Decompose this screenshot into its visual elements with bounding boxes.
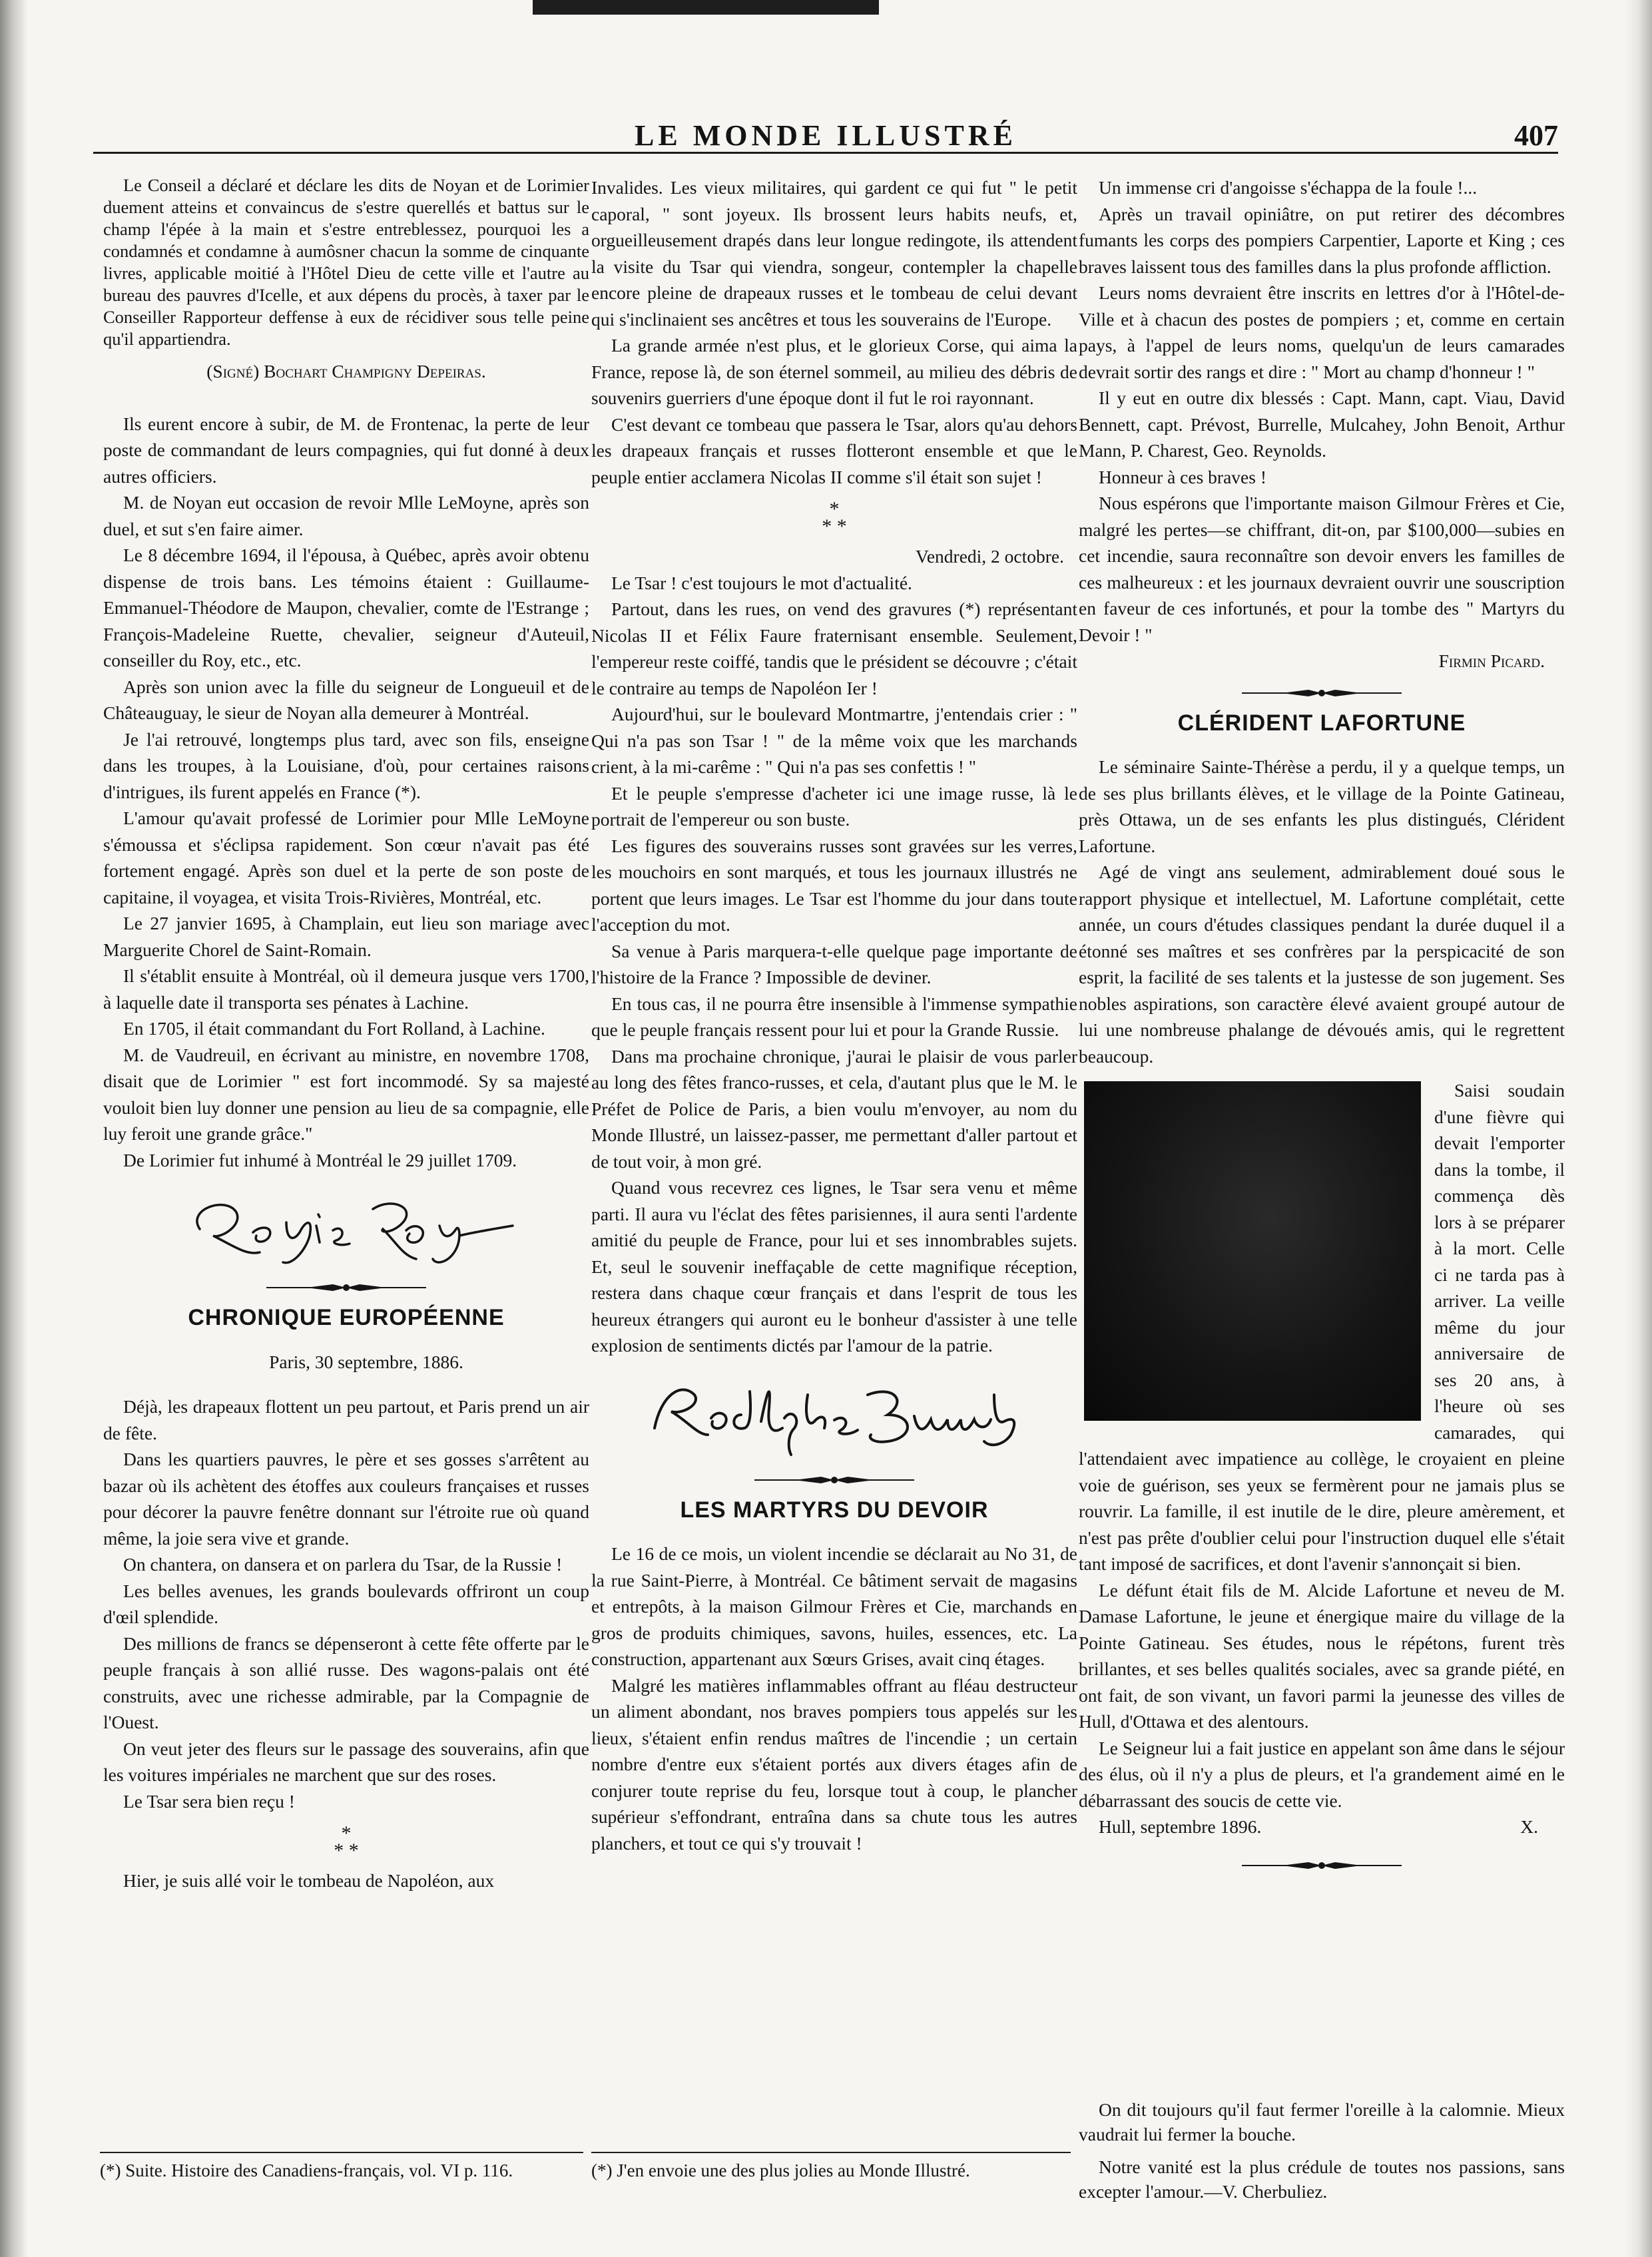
- paragraph: Saisi soudain d'une fièvre qui devait l'emporter dans la tombe, il commença dès lors à se préparer à la mort. Celle ci ne tarda pas à arriver. La veille même du jour anniversaire de ses 20 ans, à l'heure où ses camarades, qui l'attendaient avec impatience au collège, le croyaient en pleine voie de guérison, ses yeux se fermèrent pour ne jamais plus se rouvrir. La famille, il est inutile de le dire, pleure amèrement, et n'est pas prête d'oublier celui pour l'instruction duquel elle s'était tant imposé de sacrifices, et dont l'avenir s'annonçait si bien.: [1079, 1080, 1565, 1574]
- footnote-text: (*) J'en envoie une des plus jolies au Monde Illustré.: [591, 2160, 970, 2180]
- author-byline: Firmin Picard.: [1438, 650, 1545, 671]
- paragraph: Les belles avenues, les grands boulevards offriront un coup d'œil splendide.: [103, 1580, 589, 1627]
- signature-rodolphe-brunet: [635, 1368, 1034, 1461]
- quotation: Notre vanité est la plus crédule de toutes nos passions, sans excepter l'amour.—V. Cherbuliez.: [1079, 2156, 1565, 2202]
- paragraph: En 1705, il était commandant du Fort Rolland, à Lachine.: [123, 1018, 545, 1039]
- section-divider-ornament: [754, 1475, 914, 1485]
- footnote-middle: [591, 2152, 1071, 2232]
- paragraph: Les figures des souverains russes sont gravées sur les verres, les mouchoirs en sont marqués, et tous les journaux illustrés ne portent que leurs images. Le Tsar est l'homme du jour dans toute l'acception du mot.: [591, 835, 1077, 935]
- paragraph: Aujourd'hui, sur le boulevard Montmartre, j'entendais crier : " Qui n'a pas son Tsar ! " de la même voix que les marchands crient, à la mi-carême : " Qui n'a pas ses confettis ! ": [591, 704, 1077, 777]
- paragraph: Il y eut en outre dix blessés : Capt. Mann, capt. Viau, David Bennett, capt. Prévost, Burrelle, Mulcahey, John Benoit, Arthur Mann, P. Charest, Geo. Reynolds.: [1079, 387, 1565, 461]
- paragraph: En tous cas, il ne pourra être insensible à l'immense sympathie que le peuple français ressent pour lui et pour la Grande Russie.: [591, 993, 1077, 1040]
- verdict-signature: (Signé) Bochart Champigny Depeiras.: [206, 361, 486, 381]
- paragraph: Il s'établit ensuite à Montréal, où il demeura jusque vers 1700, à laquelle date il transporta ses pénates à Lachine.: [103, 965, 589, 1013]
- paragraph: Le 8 décembre 1694, il l'épousa, à Québec, après avoir obtenu dispense de trois bans. Les témoins étaient : Guillaume-Emmanuel-Théodore de Maupon, chevalier, comte de l'Estrange ; François-Madeleine Ruette, chevalier, seigneur d'Auteuil, conseiller du Roy, etc., etc.: [103, 545, 589, 670]
- page-scan-edge-right: [1625, 0, 1652, 2257]
- paragraph: Dans les quartiers pauvres, le père et ses gosses s'arrêtent au bazar où ils achètent des étoffes aux couleurs françaises et russes pour décorer la pauvre fenêtre donnant sur l'étroite rue où quand même, la joie sera vive et grande.: [103, 1449, 589, 1549]
- footnote-text: (*) Suite. Histoire des Canadiens-français, vol. VI p. 116.: [100, 2160, 513, 2180]
- paragraph: Après un travail opiniâtre, on put retirer des décombres fumants les corps des pompiers Carpentier, Laporte et King ; ces braves laissent tous des familles dans la plus profonde affliction.: [1079, 203, 1565, 277]
- paragraph: Le Seigneur lui a fait justice en appelant son âme dans le séjour des élus, où il n'y a plus de pleurs, et l'a grandement aimé en le débarrassant des soucis de cette vie.: [1079, 1737, 1565, 1811]
- section-divider-ornament: [266, 1282, 426, 1293]
- paragraph: La grande armée n'est plus, et le glorieux Corse, qui aima la France, repose là, de son éternel sommeil, au milieu des débris de souvenirs guerriers d'une époque dont il fut le roi rayonnant.: [591, 335, 1077, 408]
- paragraph: Ils eurent encore à subir, de M. de Frontenac, la perte de leur poste de commandant de leurs compagnies, qui fut donné à deux autres officiers.: [103, 413, 589, 487]
- quotation: On dit toujours qu'il faut fermer l'oreille à la calomnie. Mieux vaudrait lui fermer la bouche.: [1079, 2099, 1565, 2144]
- column-middle: [591, 174, 1077, 1856]
- page-scan-edge-left: [0, 0, 28, 2257]
- dateline: Hull, septembre 1896.: [1099, 1816, 1262, 1837]
- paragraph: Malgré les matières inflammables offrant au fléau destructeur un aliment abondant, nos braves pompiers tous appelés sur les lieux, s'étaient enfin rendus maîtres de l'incendie ; un certain nombre d'entre eux s'étaient portés aux divers étages afin de conjurer toute reprise du feu, lorsque tout à coup, le plancher supérieur s'effondrant, entraîna dans sa chute tous les autres planchers, et tout ce qui s'y trouvait !: [591, 1674, 1077, 1854]
- paragraph: Le Tsar ! c'est toujours le mot d'actualité.: [611, 572, 912, 593]
- column-left: [103, 174, 589, 1894]
- paragraph: Je l'ai retrouvé, longtemps plus tard, avec son fils, enseigne dans les troupes, à la Louisiane, d'où, pour certaines raisons d'intrigues, ils furent appelés en France (*).: [103, 728, 589, 802]
- header-rule: [93, 152, 1558, 154]
- portrait-photo: [1084, 1081, 1421, 1421]
- paragraph: Quand vous recevrez ces lignes, le Tsar sera venu et même parti. Il aura vu l'éclat des fêtes parisiennes, il aura senti l'ardente amitié du peuple de France, pour lui et ses innombrables sujets. Et, seul le souvenir ineffaçable de cette magnifique réception, restera dans chaque cœur français et dans l'esprit de tous les heureux étrangers qui auront eu le bonheur d'assister à une telle explosion de sentiments dictés par l'amour de la patrie.: [591, 1177, 1077, 1356]
- footnote-left: [100, 2152, 583, 2232]
- paragraph: Le défunt était fils de M. Alcide Lafortune et neveu de M. Damase Lafortune, le jeune et énergique maire du village de la Pointe Gatineau. Ses études, nous le répétons, furent très brillantes, et ses belles qualités sociales, avec sa grande piété, en ont fait, de son vivant, un favori parmi la jeunesse des villes de Hull, d'Ottawa et des alentours.: [1079, 1579, 1565, 1732]
- paragraph: M. de Vaudreuil, en écrivant au ministre, en novembre 1708, disait que de Lorimier " est fort incommodé. Sy sa majesté vouloit bien luy donner une pension au lieu de sa compagnie, elle luy feroit une grande grâce.": [103, 1044, 589, 1144]
- paragraph: M. de Noyan eut occasion de revoir Mlle LeMoyne, après son duel, et sut s'en faire aimer.: [103, 492, 589, 539]
- paragraph: Le Tsar sera bien reçu !: [123, 1790, 295, 1812]
- section-divider-ornament: [1242, 688, 1402, 698]
- asterism: * * *: [334, 1822, 359, 1862]
- paragraph: Nous espérons que l'importante maison Gilmour Frères et Cie, malgré les pertes—se chiffrant, dit-on, par $100,000—subies en cet incendie, saura reconnaître son devoir envers les familles de ces malheureux : et les journaux devraient ouvrir une souscription en faveur de ces infortunés, et pour la tombe des " Martyrs du Devoir ! ": [1079, 493, 1565, 645]
- paragraph: Après son union avec la fille du seigneur de Longueuil et de Châteauguay, le sieur de Noyan alla demeurer à Montréal.: [103, 676, 589, 723]
- paragraph: De Lorimier fut inhumé à Montréal le 29 juillet 1709.: [123, 1149, 517, 1170]
- section-title: CHRONIQUE EUROPÉENNE: [188, 1305, 505, 1330]
- paragraph: Invalides. Les vieux militaires, qui gardent ce qui fut " le petit caporal, " sont joyeux. Ils brossent leurs habits neufs, et, orgueilleusement drapés dans leur longue redingote, ils attendent la visite du Tsar qui viendra, songeur, contempler la chapelle encore pleine de drapeaux russes et le tombeau de celui devant qui s'inclinaient ses ancêtres et tous les souverains de l'Europe.: [591, 177, 1077, 330]
- verdict-paragraph: Le Conseil a déclaré et déclare les dits de Noyan et de Lorimier duement atteins et convaincus de s'estre querellés et battus sur le champ l'épée à la main et s'estre entreblessez, pourquoi les a condamnés et condamne à aumôsner chacun la somme de cinquante livres, applicable moitié à l'Hôtel Dieu de cette ville et l'autre au bureau des pauvres d'Icelle, et aux dépens du procès, à taxer par le Conseiller Rapporteur deffense à eux de récidiver sous telle peine qu'il appartiendra.: [103, 175, 589, 349]
- paragraph: Des millions de francs se dépenseront à cette fête offerte par le peuple français à son allié russe. Des wagons-palais ont été construits, avec une richesse admirable, par la Compagnie de l'Ouest.: [103, 1632, 589, 1732]
- paragraph: Honneur à ces braves !: [1099, 466, 1266, 487]
- paragraph: L'amour qu'avait professé de Lorimier pour Mlle LeMoyne s'émoussa et s'éclipsa rapidement. Son cœur n'avait pas été fortement engagé. Après son duel et la perte de son poste de capitaine, il voyagea, et visita Trois-Rivières, Montréal, etc.: [103, 808, 589, 907]
- asterism: * * *: [822, 498, 847, 537]
- dateline: Paris, 30 septembre, 1886.: [269, 1351, 463, 1372]
- portrait-image: [1084, 1081, 1421, 1421]
- paragraph: Leurs noms devraient être inscrits en lettres d'or à l'Hôtel-de-Ville et à chacun des postes de pompiers ; et, comme en certain pays, à l'appel de leurs noms, quelqu'un de leurs camarades devrait sortir des rangs et dire : " Mort au champ d'honneur ! ": [1079, 282, 1565, 382]
- paragraph: Un immense cri d'angoisse s'échappa de la foule !...: [1099, 177, 1478, 198]
- paragraph: Dans ma prochaine chronique, j'aurai le plaisir de vous parler au long des fêtes franco-russes, et cela, d'autant plus que le M. le Préfet de Police de Paris, a bien voulu m'envoyer, au nom du Monde Illustré, un laissez-passer, me permettant d'aller partout et de tout voir, à mon gré.: [591, 1045, 1077, 1172]
- signature-regis-roy: [173, 1182, 519, 1269]
- paragraph: Déjà, les drapeaux flottent un peu partout, et Paris prend un air de fête.: [103, 1396, 589, 1443]
- paragraph: Partout, dans les rues, on vend des gravures (*) représentant Nicolas II et Félix Faure fraternisant ensemble. Seulement, l'empereur reste coiffé, tandis que le président se découvre ; c'était le contraire au temps de Napoléon Ier !: [591, 599, 1077, 698]
- paragraph: Et le peuple s'empresse d'acheter ici une image russe, là le portrait de l'empereur ou son buste.: [591, 782, 1077, 830]
- top-ink-rule: [533, 0, 879, 15]
- signoff-line: [1079, 1814, 1565, 1840]
- quotations: [1079, 2097, 1565, 2204]
- paragraph: On veut jeter des fleurs sur le passage des souverains, afin que les voitures impériales ne marchent que sur des roses.: [103, 1738, 589, 1785]
- paragraph: Sa venue à Paris marquera-t-elle quelque page importante de l'histoire de la France ? Impossible de deviner.: [591, 940, 1077, 987]
- dateline: Vendredi, 2 octobre.: [916, 546, 1064, 567]
- paragraph: Hier, je suis allé voir le tombeau de Napoléon, aux: [123, 1870, 495, 1891]
- paragraph: C'est devant ce tombeau que passera le Tsar, alors qu'au dehors les drapeaux français et russes flotteront ensemble et que le peuple entier acclamera Nicolas II comme s'il était son sujet !: [591, 413, 1077, 487]
- paragraph: Le 27 janvier 1695, à Champlain, eut lieu son mariage avec Marguerite Chorel de Saint-Romain.: [103, 913, 589, 960]
- paragraph: Le séminaire Sainte-Thérèse a perdu, il y a quelque temps, un de ses plus brillants élèves, et le village de la Pointe Gatineau, près Ottawa, un de ses enfants les plus distingués, Clérident Lafortune.: [1079, 756, 1565, 856]
- section-title: CLÉRIDENT LAFORTUNE: [1177, 710, 1466, 736]
- masthead-title: LE MONDE ILLUSTRÉ: [635, 119, 1017, 152]
- paragraph: Le 16 de ce mois, un violent incendie se déclarait au No 31, de la rue Saint-Pierre, à Montréal. Ce bâtiment servait de magasins et entrepôts, à la maison Gilmour Frères et Cie, marchands en gros de produits chimiques, savons, huiles, essences, etc. La construction, appartenant aux Sœurs Grises, avait cinq étages.: [591, 1543, 1077, 1669]
- section-title: LES MARTYRS DU DEVOIR: [680, 1497, 989, 1523]
- section-divider-ornament: [1242, 1860, 1402, 1871]
- page-header: [93, 107, 1558, 166]
- signoff-initial: X.: [1520, 1816, 1538, 1837]
- paragraph: On chantera, on dansera et on parlera du Tsar, de la Russie !: [123, 1554, 563, 1575]
- page-number: 407: [1514, 119, 1558, 152]
- paragraph: Agé de vingt ans seulement, admirablement doué sous le rapport physique et intellectuel, M. Lafortune complétait, cette année, un cours d'études classiques pendant la durée duquel il a étonné ses maîtres et ses confrères par la perspicacité de son esprit, la facilité de ses talents et la justesse de son jugement. Ses nobles aspirations, son caractère élevé avaient groupé autour de lui une nombreuse phalange de dévoués amis, qui le regrettent beaucoup.: [1079, 862, 1565, 1067]
- column-right: [1079, 174, 1565, 1883]
